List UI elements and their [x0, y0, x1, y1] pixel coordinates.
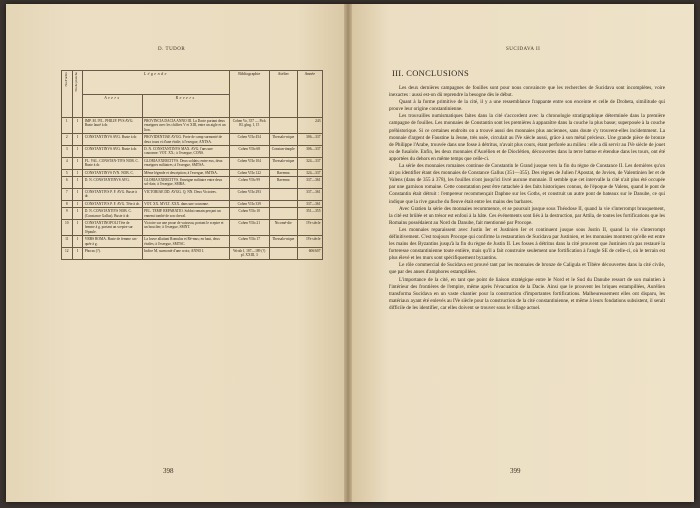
cell-revers: PROVIDENTIAE AVGG. Porte de camp surmonté de deux tours et d'une étoile; à l'exergue, ANTSA. [142, 134, 229, 146]
paragraph: Avec Gratien la série des monnaies recommence, et se poursuit jusque sous Théodose II, quand la vie s'interrompt brusquement, la cité est brûlée et un trésor est enfoui à la hâte. Ces événements sont liés à la destruction, par Attila, de toutes les fortifications que les Romains possédaient au Nord du Danube, fait mentionné par Procope. [389, 205, 665, 226]
col-header-number: No d'ordre [62, 71, 73, 118]
cell-bibliography: Cohen VIIo 122 [229, 169, 269, 176]
left-running-head: D. TUDOR [158, 47, 186, 52]
cell-plate: I [72, 208, 83, 220]
table-row [62, 169, 323, 176]
cell-avers: CONSTANTINVS IVN. NOB. C. [83, 169, 142, 176]
cell-revers: GLORIA EXERCITVS. Enseigne militaire entre deux sol-dats; à l'exergue, SMRA. [142, 177, 229, 189]
book-gutter [344, 4, 352, 502]
cell-bibliography: Cohen VIIo 21 [229, 219, 269, 235]
cell-revers: Victoire sur une proue de vaisseau, portant le sceptre et un bouclier; à l'exergue, SMNT. [142, 219, 229, 235]
cell-avers: D. N. CONSTANTIVS NOB. C. (Constance Gallus). Buste à dr. [83, 208, 142, 220]
col-header-legend: Légende [83, 71, 229, 95]
cell-avers: CONSTANTIVS P. F. AVG. Buste à dr. [83, 188, 142, 200]
cell-annee: 306—337 [297, 134, 322, 146]
cell-annee: IVe siècle [297, 219, 322, 235]
col-header-avers: Avers [83, 94, 142, 118]
cell-bibliography: Cohen Vo, 357 — Pick Rl. gbrg. I, 15 [229, 118, 269, 134]
paragraph: Quant à la forme primitive de la cité, il y a une ressemblance frappante entre son enceinte et celle de Drobeta, similitude qui prouve leur origine constantinienne. [389, 99, 665, 113]
table-row [62, 118, 323, 134]
paragraph: Les deux dernières campagnes de fouilles sont pour nous convaincre que les recherches de Sucidava sont incomplètes, voire inexactes : aussi est-on dû reprendre la besogne dès le début. [389, 85, 665, 99]
cell-avers: CONSTANTINVS AVG. Buste à dr. [83, 146, 142, 158]
cell-number: 4 [62, 157, 73, 169]
cell-revers: Indice M, surmonté d'une croix; ANNO I. [142, 247, 229, 259]
cell-revers: PROVINCIA DACIA ANNO III. La Dacie portant deux enseignes avec les chiffres V et XIII, entre un aigle et un lion. [142, 118, 229, 134]
conclusions-text [389, 85, 665, 312]
table-row [62, 188, 323, 200]
cell-bibliography: Cohen VIIo 454 [229, 134, 269, 146]
cell-plate: I [72, 200, 83, 207]
table-row [62, 219, 323, 235]
cell-plate: I [72, 219, 83, 235]
table-row [62, 208, 323, 220]
cell-annee: 337—361 [297, 200, 322, 207]
cell-number: 9 [62, 208, 73, 220]
cell-atelier [269, 247, 297, 259]
cell-avers: FL. VAL. CONSTAN-TIVS NOB. C. Buste à dr. [83, 157, 142, 169]
cell-bibliography: Cohen VIIo 99 [229, 177, 269, 189]
col-header-revers: Revers [142, 94, 229, 118]
cell-atelier: Ravenna [269, 169, 297, 176]
right-page-number: 399 [510, 467, 521, 475]
cell-number: 10 [62, 219, 73, 235]
cell-atelier: Constan-tinople [269, 146, 297, 158]
paragraph: Les monnaies reparaissent avec Justin Ier et Justinien Ier et continuent jusque sous Justin II, quand la vie s'interrompt définitivement. C'est toujours Procope qui confirme la restauration de Sucidava par Justinien, et les monnaies montrent qu'elle est entre les mains des Byzantins jusqu'à la fin du règne de Justin II. Les fosses à détritus dans la cité prouvent que Justinien n'a pas restauré la forteresse constantinienne toute entière, mais qu'il a fait construire seulement une fortification à l'angle SE de celle-ci, où le terrain est plus élevé et les murs sont spécifiquement byzantins. [389, 226, 665, 262]
cell-annee: 606/607 [297, 247, 322, 259]
cell-atelier: Thessalo-nique [269, 134, 297, 146]
col-header-plate: No de planche [72, 71, 83, 118]
paragraph: La série des monnaies romaines continue de Constantin le Grand jusque vers la fin du règne de Constance II. Les dernières qu'on ait pu identifier étant des monnaies de Constance Gallus (351—355). Des règnes de Julien l'Apostat, de Jovien, de Valentinien Ier et de Valens (dans de 355 à 378), les fouilles n'ont jusqu'ici livré aucune monnaie. Il semble que cet intervalle la cité n'ait plus été occupée par une garnison romaine. Cette constatation peut être rattachée à des faits historiques connus, de l'époque de Valens, quand le pont de Constantin était détruit : l'empereur recommençait Daphne sur les Goths, et construit un autre pont de bateaux sur le Danube, ce qui indique que la rive gauche du fleuve était entre les mains des barbares. [389, 163, 665, 205]
cell-plate: I [72, 169, 83, 176]
cell-atelier [269, 118, 297, 134]
cell-plate: I [72, 146, 83, 158]
cell-avers: D. N. CONSTANTINVS AVG. [83, 177, 142, 189]
cell-revers: Même légende et description; à l'exergue, SMTSA. [142, 169, 229, 176]
cell-number: 2 [62, 134, 73, 146]
cell-atelier [269, 208, 297, 220]
section-title: III. CONCLUSIONS [392, 68, 470, 78]
cell-revers: GLORIA EXERCITVS. Deux soldats; entre eux, deux enseignes militaires; à l'exergue, SMTSA. [142, 157, 229, 169]
cell-bibliography: Cohen VIIo 104 [229, 157, 269, 169]
cell-plate: I [72, 134, 83, 146]
table-row [62, 177, 323, 189]
paragraph: L'importance de la cité, en tant que point de liaison stratégique entre le Nord et le Sud du Danube ressort de son maintien à l'intérieur des frontières de l'empire, même après l'évacuation de la Dacie. Ainsi que le prouvent les briques estampillées, Aurélien transforma Sucidava en un vaste chantier pour la construction d'importantes fortifications. Malheureusement elles ont disparu, les matériaux ayant été enlevés au IVe siècle pour la construction de la cité constantinienne, et même à leurs fondations subsistent, il serait difficile de les identifier, car elles doivent se trouver sous le village actuel. [389, 276, 665, 311]
cell-bibliography: Cohen VIIo 17 [229, 236, 269, 248]
right-running-head: SUCIDAVA II [506, 47, 541, 52]
cell-atelier: Ravenna [269, 177, 297, 189]
coin-table [61, 70, 323, 260]
cell-plate: I [72, 177, 83, 189]
cell-avers: CONSTANTINVS AVG. Buste à dr. [83, 134, 142, 146]
cell-atelier [269, 200, 297, 207]
cell-bibliography: Cohen VIIo 339 [229, 200, 269, 207]
table-row [62, 134, 323, 146]
cell-bibliography: Cohen VIIo 68 [229, 146, 269, 158]
cell-revers: VICTORIAE DD. AVGG. Q. NN. Deux Victoires. [142, 188, 229, 200]
cell-avers: CONSTANTIVS P. F. AVG. Tête à dr. [83, 200, 142, 207]
cell-number: 3 [62, 146, 73, 158]
left-page-number: 398 [163, 467, 174, 475]
table-row [62, 157, 323, 169]
cell-plate: I [72, 247, 83, 259]
cell-annee: 306—337 [297, 146, 322, 158]
cell-revers: La louve allaitant Romulus et Ré-mus; en haut, deux étoiles; à l'exergue, SMTSC. [142, 236, 229, 248]
cell-annee: 324—337 [297, 169, 322, 176]
cell-annee: 351—355 [297, 208, 322, 220]
cell-atelier: Thessalo-nique [269, 236, 297, 248]
cell-atelier: Nicomé-die [269, 219, 297, 235]
col-header-bibliography: Bibliographie [229, 71, 269, 118]
cell-bibliography: Cohen VIIo 293 [229, 188, 269, 200]
cell-number: 8 [62, 200, 73, 207]
cell-revers: VOT. XX. MVLT. XXX. dans une couronne. [142, 200, 229, 207]
paragraph: Les trouvailles numismatiques faites dans la cité s'accordent avec la chronologie stratigraphique déterminée dans la première campagne de fouilles. Les monnaies de Constantin sont les premières à apparaître dans la couche la plus basse; superposée à la couche préhistorique. Si ce certaines endroits on a trouvé aussi des monnaies plus anciennes, sans doute s'y trouvent-elles incidemment. La monnaie d'argent de Faustine la Jeune, très usée, circulait au IVe siècle aussi, grâce à son métal précieux. Une grande pièce de bronze de Philippe l'Arabe, trouvée dans une fosse à détritus, n'avait plus cours, étant perforée au milieu : elle a dû servir au IVe siècle de jouet ou de fusaïole. Enfin, les deux monnaies d'Aurélien et de Dioclétien, découvertes dans la terre battue et étendue dans les tours, ont été apportées du dehors en même temps que celle-ci. [389, 113, 665, 162]
cell-annee: IVe siècle [297, 236, 322, 248]
cell-number: 12 [62, 247, 73, 259]
cell-bibliography: Wroth I, 187—189 (?) pl. XXIII, 3 [229, 247, 269, 259]
cell-plate: I [72, 188, 83, 200]
cell-avers: CONSTANTINOPOLI Tête de femme à g. portant un sceptre sur l'épaule. [83, 219, 142, 235]
col-header-annee: Année [297, 71, 322, 118]
cell-annee: 324—337 [297, 157, 322, 169]
cell-number: 6 [62, 177, 73, 189]
cell-revers: FEL. TEMP. REPARATIO. Soldat romain perçant un ennemi tombé de son cheval. [142, 208, 229, 220]
cell-annee: 337—361 [297, 188, 322, 200]
cell-avers: IMP. M. IVL. PHILIP. PVS AVG. Buste lauré à dr. [83, 118, 142, 134]
cell-bibliography: Cohen VIIo 10 [229, 208, 269, 220]
cell-atelier: Thessalo-nique [269, 157, 297, 169]
cell-plate: I [72, 157, 83, 169]
table-row [62, 236, 323, 248]
table-row [62, 200, 323, 207]
cell-number: 5 [62, 169, 73, 176]
cell-atelier [269, 188, 297, 200]
cell-annee: 337—361 [297, 177, 322, 189]
cell-annee: 243 [297, 118, 322, 134]
paragraph: Le rôle commercial de Sucidava est prouvé tant par les monnaies de bronze de Caligula et Tibère découvertes dans la cité civile, que par des anses d'amphores estampillées. [389, 262, 665, 276]
cell-number: 11 [62, 236, 73, 248]
cell-plate: I [72, 236, 83, 248]
col-header-atelier: Atelier [269, 71, 297, 118]
cell-avers: Phocas (?). [83, 247, 142, 259]
cell-number: 1 [62, 118, 73, 134]
cell-avers: VRBS ROMA. Buste de femme cas-quée à g. [83, 236, 142, 248]
table-row [62, 146, 323, 158]
cell-number: 7 [62, 188, 73, 200]
cell-plate: I [72, 118, 83, 134]
table-header-row [62, 71, 323, 95]
table-row [62, 247, 323, 259]
cell-revers: D. N. CONSTANTINVS MAX. AVG. l'ans une couronne: VOT. XX.; à l'exergue, CONS. [142, 146, 229, 158]
